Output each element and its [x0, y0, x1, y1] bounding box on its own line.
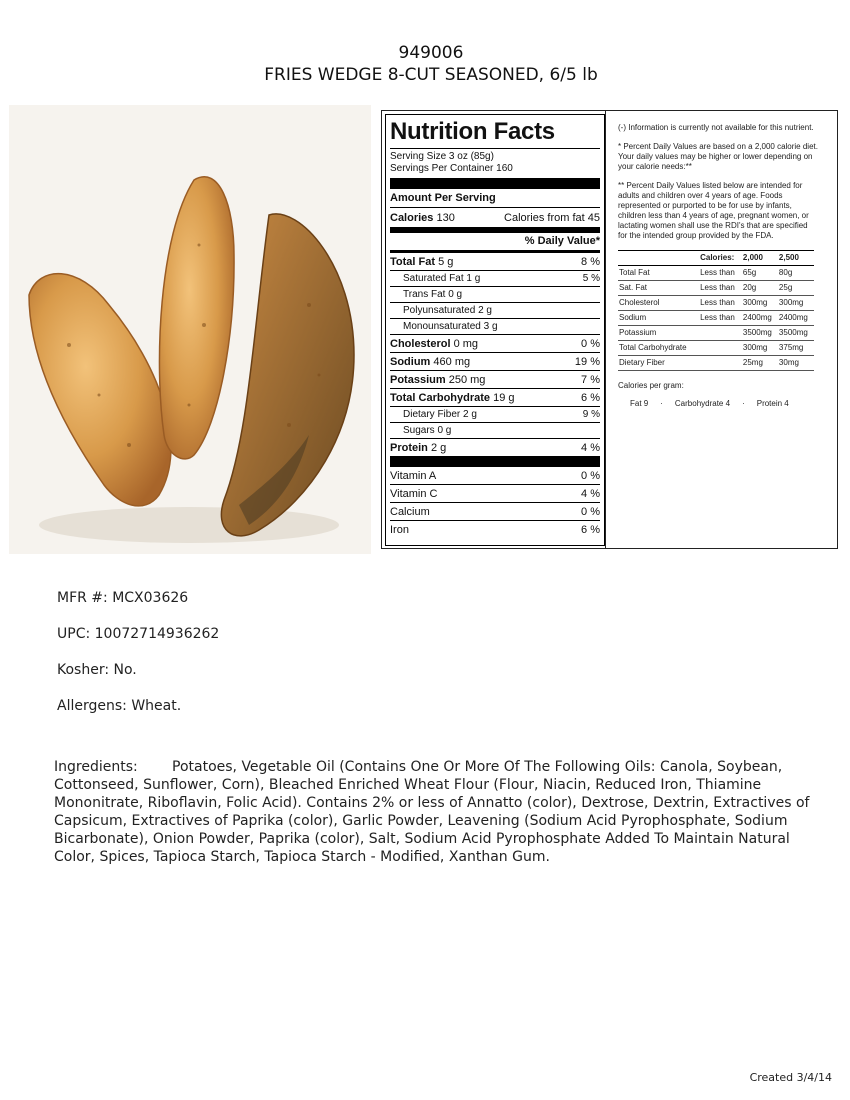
calories-row: Calories 130 Calories from fat 45	[390, 207, 600, 227]
table-row: Sodium Less than 2400mg 2400mg	[618, 311, 814, 326]
nutrition-facts-title: Nutrition Facts	[390, 118, 555, 145]
vitamin-row-c: Vitamin C 4 %	[390, 484, 600, 502]
product-photo	[9, 105, 371, 554]
servings-per-container: Servings Per Container 160	[390, 163, 513, 174]
product-header	[0, 42, 850, 86]
nutrition-facts-label	[385, 114, 605, 546]
table-row: Potassium 3500mg 3500mg	[618, 326, 814, 341]
panel-divider	[605, 111, 606, 548]
nutrition-panel	[381, 110, 838, 549]
table-row: Cholesterol Less than 300mg 300mg	[618, 296, 814, 311]
nutrient-row-total-carbohydrate: Total Carbohydrate 19 g 6 %	[390, 388, 600, 406]
calories-per-gram-values: Fat 9 · Carbohydrate 4 · Protein 4	[630, 399, 789, 408]
nutrient-row-dietary-fiber: Dietary Fiber 2 g 9 %	[390, 406, 600, 422]
product-name: FRIES WEDGE 8-CUT SEASONED, 6/5 lb	[264, 65, 598, 85]
ingredients-label: Ingredients:	[54, 759, 138, 775]
nutrient-row-protein: Protein 2 g 4 %	[390, 438, 600, 456]
footnote-intended-for: ** Percent Daily Values listed below are intended for adults and children over 4 years of age. Foods represented or purported to be for use by infants, children less than 4 years of age, pregnant women, or lactating women shall use the RDI's that are specified for the intended group provided by the FDA.	[618, 181, 809, 240]
vitamin-row-iron: Iron 6 %	[390, 520, 600, 538]
daily-values-table	[618, 250, 814, 371]
vitamin-row-a: Vitamin A 0 %	[390, 469, 600, 482]
nutrient-row-total-fat: Total Fat 5 g 8 %	[390, 255, 600, 268]
nutrient-row-sodium: Sodium 460 mg 19 %	[390, 352, 600, 370]
footnote-not-available: (-) Information is currently not available for this nutrient.	[618, 123, 814, 132]
allergens: Allergens: Wheat.	[57, 698, 182, 714]
amount-per-serving: Amount Per Serving	[390, 192, 496, 204]
calories-from-fat: Calories from fat 45	[504, 211, 600, 224]
nutrient-row-trans-fat: Trans Fat 0 g	[390, 286, 600, 302]
ingredients-text: Potatoes, Vegetable Oil (Contains One Or More Of The Following Oils: Canola, Soybean, Cottonseed, Sunflower, Corn), Bleached Enriched Wheat Flour (Flour, Niacin, Reduced Iron, Thiamine Mononitrate, Riboflavin, Folic Acid). Contains 2% or less of Annatto (color), Dextrose, Dextrin, Extractives of Capsicum, Extractives of Paprika (color), Garlic Powder, Leavening (Sodium Acid Pyrophosphate, Sodium Bicarbonate), Onion Powder, Paprika (color), Salt, Sodium Acid Pyrophosphate Added To Maintain Natural Color, Spices, Tapioca Starch, Tapioca Starch - Modified, Xanthan Gum.	[54, 759, 810, 865]
daily-values-footnotes	[618, 123, 818, 409]
nutrient-row-sugars: Sugars 0 g	[390, 422, 600, 438]
nutrient-row-monounsaturated: Monounsaturated 3 g	[390, 318, 600, 334]
footnote-percent-daily: * Percent Daily Values are based on a 2,000 calorie diet. Your daily values may be higher or lower depending on your calorie needs:**	[618, 142, 818, 171]
nutrient-row-potassium: Potassium 250 mg 7 %	[390, 370, 600, 388]
table-header: Calories: 2,000 2,500	[618, 251, 814, 266]
table-row: Total Fat Less than 65g 80g	[618, 266, 814, 281]
table-row: Total Carbohydrate 300mg 375mg	[618, 341, 814, 356]
table-row: Dietary Fiber 25mg 30mg	[618, 356, 814, 371]
serving-size: Serving Size 3 oz (85g)	[390, 151, 494, 162]
ingredients-block	[54, 758, 824, 866]
item-number: 949006	[398, 43, 464, 63]
mfr-number: MFR #: MCX03626	[57, 590, 189, 606]
table-row: Sat. Fat Less than 20g 25g	[618, 281, 814, 296]
nutrient-row-polyunsaturated: Polyunsaturated 2 g	[390, 302, 600, 318]
kosher-status: Kosher: No.	[57, 662, 137, 678]
vitamin-row-calcium: Calcium 0 %	[390, 502, 600, 520]
daily-value-header: % Daily Value*	[390, 232, 600, 250]
nutrient-row-saturated-fat: Saturated Fat 1 g 5 %	[390, 270, 600, 286]
upc-code: UPC: 10072714936262	[57, 626, 220, 642]
nutrient-row-cholesterol: Cholesterol 0 mg 0 %	[390, 334, 600, 352]
created-date: Created 3/4/14	[749, 1071, 832, 1084]
calories-per-gram-label: Calories per gram:	[618, 381, 684, 390]
